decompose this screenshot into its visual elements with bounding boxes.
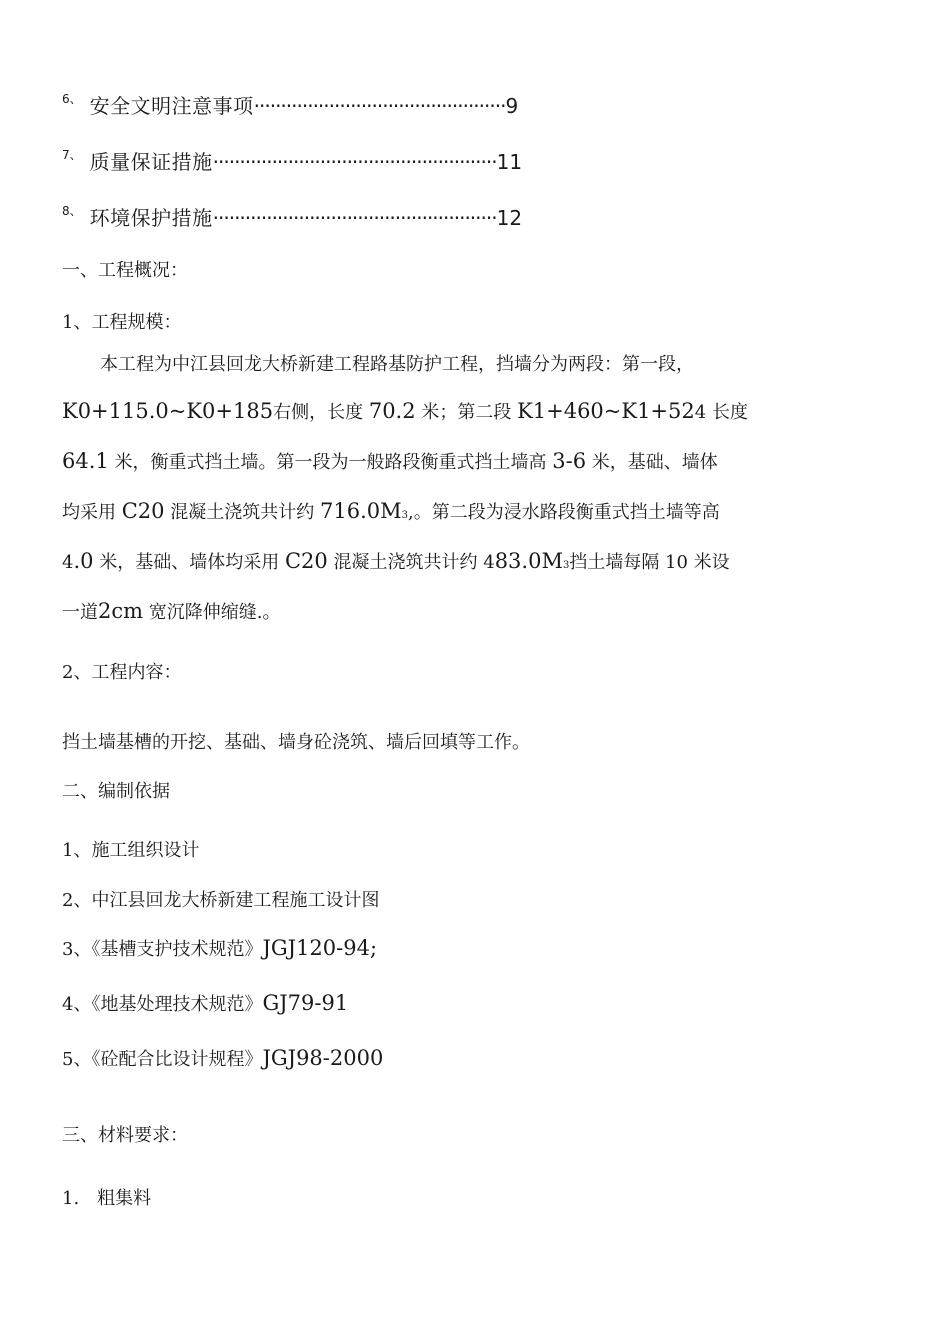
- list-item: [62, 1045, 383, 1071]
- text-span: 米，衡重式挡土墙。第一段为一般路段衡重式挡土墙高: [114, 452, 547, 473]
- paragraph-line: [62, 598, 281, 624]
- toc-number: 6、: [62, 92, 82, 106]
- text-span: K0+115.0~K0+185: [62, 399, 274, 423]
- toc-title: 安全文明注意事项: [89, 94, 254, 118]
- list-item: 1. 粗集料: [62, 1188, 152, 1209]
- list-item-label: 2、中江县回龙大桥新建工程施工设计图: [62, 890, 380, 911]
- standard-code: JGJ98-2000: [262, 1046, 384, 1070]
- text-span: C20: [284, 549, 328, 573]
- text-span: K1+460~K1+52: [517, 399, 695, 423]
- toc-leader-dots: ·····················································: [212, 150, 497, 174]
- subscript: 3: [562, 560, 570, 571]
- text-span: 挡土墙每隔 10 米设: [569, 552, 730, 573]
- toc-page-number: 9: [505, 94, 519, 118]
- list-item: [62, 836, 199, 862]
- text-span: 均采用: [62, 502, 116, 523]
- list-item-label: 5、《砼配合比设计规程》: [62, 1049, 263, 1070]
- list-item-label: 3、《基槽支护技术规范》: [62, 939, 263, 960]
- text-span: 一道: [62, 602, 98, 623]
- text-span: 米，基础、墙体均采用: [99, 552, 280, 573]
- text-span: 宽沉降伸缩缝.。: [148, 602, 281, 623]
- text-span: 3-6: [552, 449, 587, 473]
- text-span: 83.0M: [494, 549, 563, 573]
- toc-leader-dots: ·····················································: [212, 206, 497, 230]
- toc-entry[interactable]: [62, 90, 518, 119]
- text-span: 70.2: [368, 399, 416, 423]
- paragraph-line: 挡土墙基槽的开挖、基础、墙身砼浇筑、墙后回填等工作。: [62, 732, 530, 753]
- standard-code: GJ79-91: [262, 991, 349, 1015]
- paragraph-line: [62, 498, 720, 524]
- paragraph-line: 本工程为中江县回龙大桥新建工程路基防护工程，挡墙分为两段：第一段，: [100, 354, 694, 375]
- section-heading: 二、编制依据: [62, 781, 170, 802]
- toc-page-number: 12: [496, 206, 523, 230]
- text-span: 716.0M: [320, 499, 402, 523]
- section-heading: 一、工程概况：: [62, 260, 188, 281]
- text-span: 混凝土浇筑共计约: [170, 502, 315, 523]
- text-span: 米，基础、墙体: [591, 452, 718, 473]
- section-heading: 三、材料要求：: [62, 1125, 188, 1146]
- text-span: 右侧，长度: [273, 402, 364, 423]
- text-span: 4 长度: [694, 402, 748, 423]
- list-item: [62, 990, 348, 1016]
- subsection-heading: 1、工程规模：: [62, 312, 182, 333]
- text-span: 64.1: [62, 449, 109, 473]
- toc-title: 质量保证措施: [89, 150, 213, 174]
- standard-code: JGJ120-94;: [262, 936, 378, 960]
- text-span: 4: [62, 552, 74, 573]
- list-item: [62, 935, 377, 961]
- list-item: [62, 886, 379, 912]
- subscript: 3: [401, 510, 408, 521]
- paragraph-line: [62, 448, 718, 474]
- text-span: ,。第二段为浸水路段衡重式挡土墙等高: [408, 502, 720, 523]
- text-span: 米；第二段: [421, 402, 512, 423]
- toc-page-number: 11: [496, 150, 523, 174]
- subsection-heading: 2、工程内容：: [62, 662, 182, 683]
- text-span: 2cm: [98, 599, 144, 623]
- list-item-label: 1、施工组织设计: [62, 840, 200, 861]
- list-item-label: 4、《地基处理技术规范》: [62, 994, 263, 1015]
- toc-title: 环境保护措施: [89, 206, 213, 230]
- text-span: C20: [121, 499, 165, 523]
- toc-number: 7、: [62, 148, 82, 162]
- paragraph-line: [62, 398, 748, 424]
- text-span: .0: [73, 549, 94, 573]
- text-span: 混凝土浇筑共计约 4: [333, 552, 495, 573]
- toc-leader-dots: ···············································: [253, 94, 506, 118]
- toc-entry[interactable]: [62, 146, 522, 175]
- toc-entry[interactable]: [62, 202, 522, 231]
- paragraph-line: [62, 548, 730, 574]
- toc-number: 8、: [62, 204, 82, 218]
